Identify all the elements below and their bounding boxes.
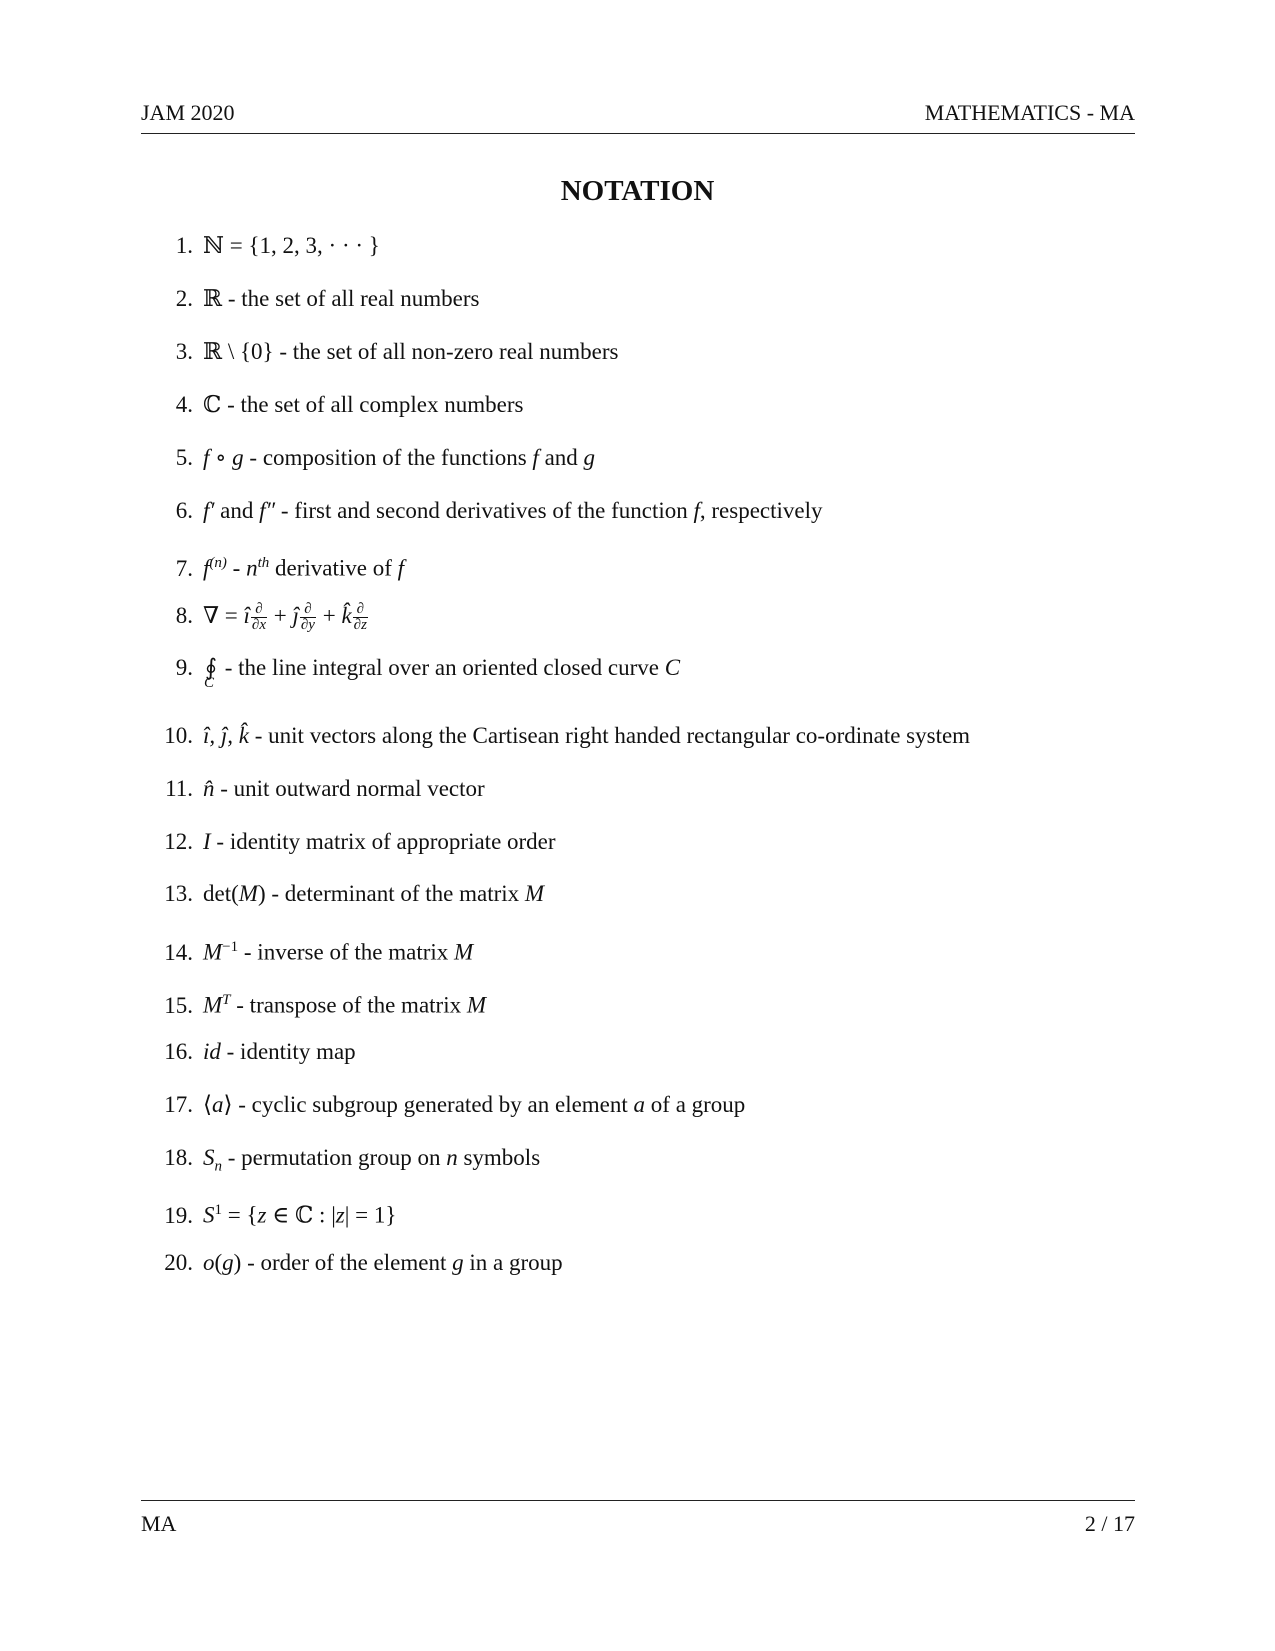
partial-y-fraction: $\frac{\partial}{\partial y}$ xyxy=(300,601,315,634)
notation-item xyxy=(141,984,486,1016)
item-number: 18. xyxy=(164,1145,193,1170)
notation-item xyxy=(141,1247,563,1279)
notation-item xyxy=(141,495,823,527)
item-text: ∮ C - the line integral over an oriented closed curve C xyxy=(203,652,680,684)
item-text: id - identity map xyxy=(203,1039,356,1064)
item-number: 10. xyxy=(164,723,193,748)
notation-item xyxy=(141,826,556,858)
notation-item xyxy=(141,283,480,315)
item-number: 13. xyxy=(164,881,193,906)
notation-item xyxy=(141,773,485,805)
item-number: 19. xyxy=(164,1202,193,1228)
item-number: 7. xyxy=(175,555,193,581)
contour-integral-symbol: ∮ C xyxy=(204,655,217,691)
notation-item xyxy=(141,1194,396,1226)
item-text: ∇ = î $\frac{\partial}{\partial x}$ + ĵ $\frac{\partial}{\partial y}$ + k̂ $\frac{\partial}{\partial z}$ xyxy=(203,601,367,634)
item-text: î, ĵ, k̂ - unit vectors along the Cartisean right handed rectangular co-ordinate system xyxy=(203,723,971,748)
item-number: 20. xyxy=(164,1250,193,1275)
notation-item xyxy=(141,600,369,632)
item-number: 9. xyxy=(175,655,193,680)
item-text: ℝ - the set of all real numbers xyxy=(203,286,480,311)
notation-item xyxy=(141,931,473,963)
footer-divider xyxy=(141,1500,1135,1501)
footer-subject-code: MA xyxy=(141,1511,177,1536)
notation-item xyxy=(141,336,618,368)
item-number: 5. xyxy=(175,445,193,470)
item-text: det(M) - determinant of the matrix M xyxy=(203,881,545,906)
item-text: $f^{(n)} - n^{th}$ derivative of f xyxy=(203,555,404,581)
page-number: 2 / 17 xyxy=(1084,1511,1135,1536)
item-number: 4. xyxy=(175,392,193,417)
item-number: 14. xyxy=(164,939,193,965)
header-divider xyxy=(141,133,1135,134)
partial-z-fraction: $\frac{\partial}{\partial z}$ xyxy=(353,601,367,634)
header-exam-name: JAM 2020 xyxy=(141,100,235,125)
item-number: 6. xyxy=(175,498,193,523)
item-number: 15. xyxy=(164,992,193,1018)
item-text: $M^T$ - transpose of the matrix M xyxy=(203,992,487,1018)
item-number: 16. xyxy=(164,1039,193,1064)
item-text: ℕ = {1, 2, 3, · · · } xyxy=(203,233,380,258)
item-number: 12. xyxy=(164,829,193,854)
item-text: ℂ - the set of all complex numbers xyxy=(203,392,524,417)
item-number: 8. xyxy=(175,603,193,628)
item-text: $M^{-1}$ - inverse of the matrix M xyxy=(203,939,474,965)
item-text: ⟨a⟩ - cyclic subgroup generated by an element a of a group xyxy=(203,1092,746,1117)
notation-item xyxy=(141,547,404,579)
item-number: 2. xyxy=(175,286,193,311)
partial-x-fraction: $\frac{\partial}{\partial x}$ xyxy=(251,601,266,634)
item-text: $S^1 = \{z$ ∈ ℂ : |z| = 1} xyxy=(203,1202,397,1228)
item-number: 3. xyxy=(175,339,193,364)
item-number: 17. xyxy=(164,1092,193,1117)
notation-item xyxy=(141,878,544,910)
notation-item xyxy=(141,1142,540,1174)
item-text: I - identity matrix of appropriate order xyxy=(203,829,556,854)
notation-item xyxy=(141,389,523,421)
notation-item xyxy=(141,442,595,474)
item-text: o(g) - order of the element g in a group xyxy=(203,1250,563,1275)
notation-item xyxy=(141,720,970,752)
item-text: ℝ \ {0} - the set of all non-zero real numbers xyxy=(203,339,619,364)
notation-item xyxy=(141,1089,745,1121)
notation-item xyxy=(141,1036,356,1068)
item-text: f′ and f″ - first and second derivatives of the function f, respectively xyxy=(203,498,823,523)
item-number: 11. xyxy=(165,776,193,801)
item-text: $S_n$ - permutation group on n symbols xyxy=(203,1145,541,1175)
header-subject: MATHEMATICS - MA xyxy=(924,100,1135,125)
item-number: 1. xyxy=(175,233,193,258)
notation-item xyxy=(141,652,681,691)
item-text: f ∘ g - composition of the functions f and g xyxy=(203,445,596,470)
item-text: n̂ - unit outward normal vector xyxy=(203,776,485,801)
notation-item xyxy=(141,230,380,262)
page-title: NOTATION xyxy=(560,175,715,207)
